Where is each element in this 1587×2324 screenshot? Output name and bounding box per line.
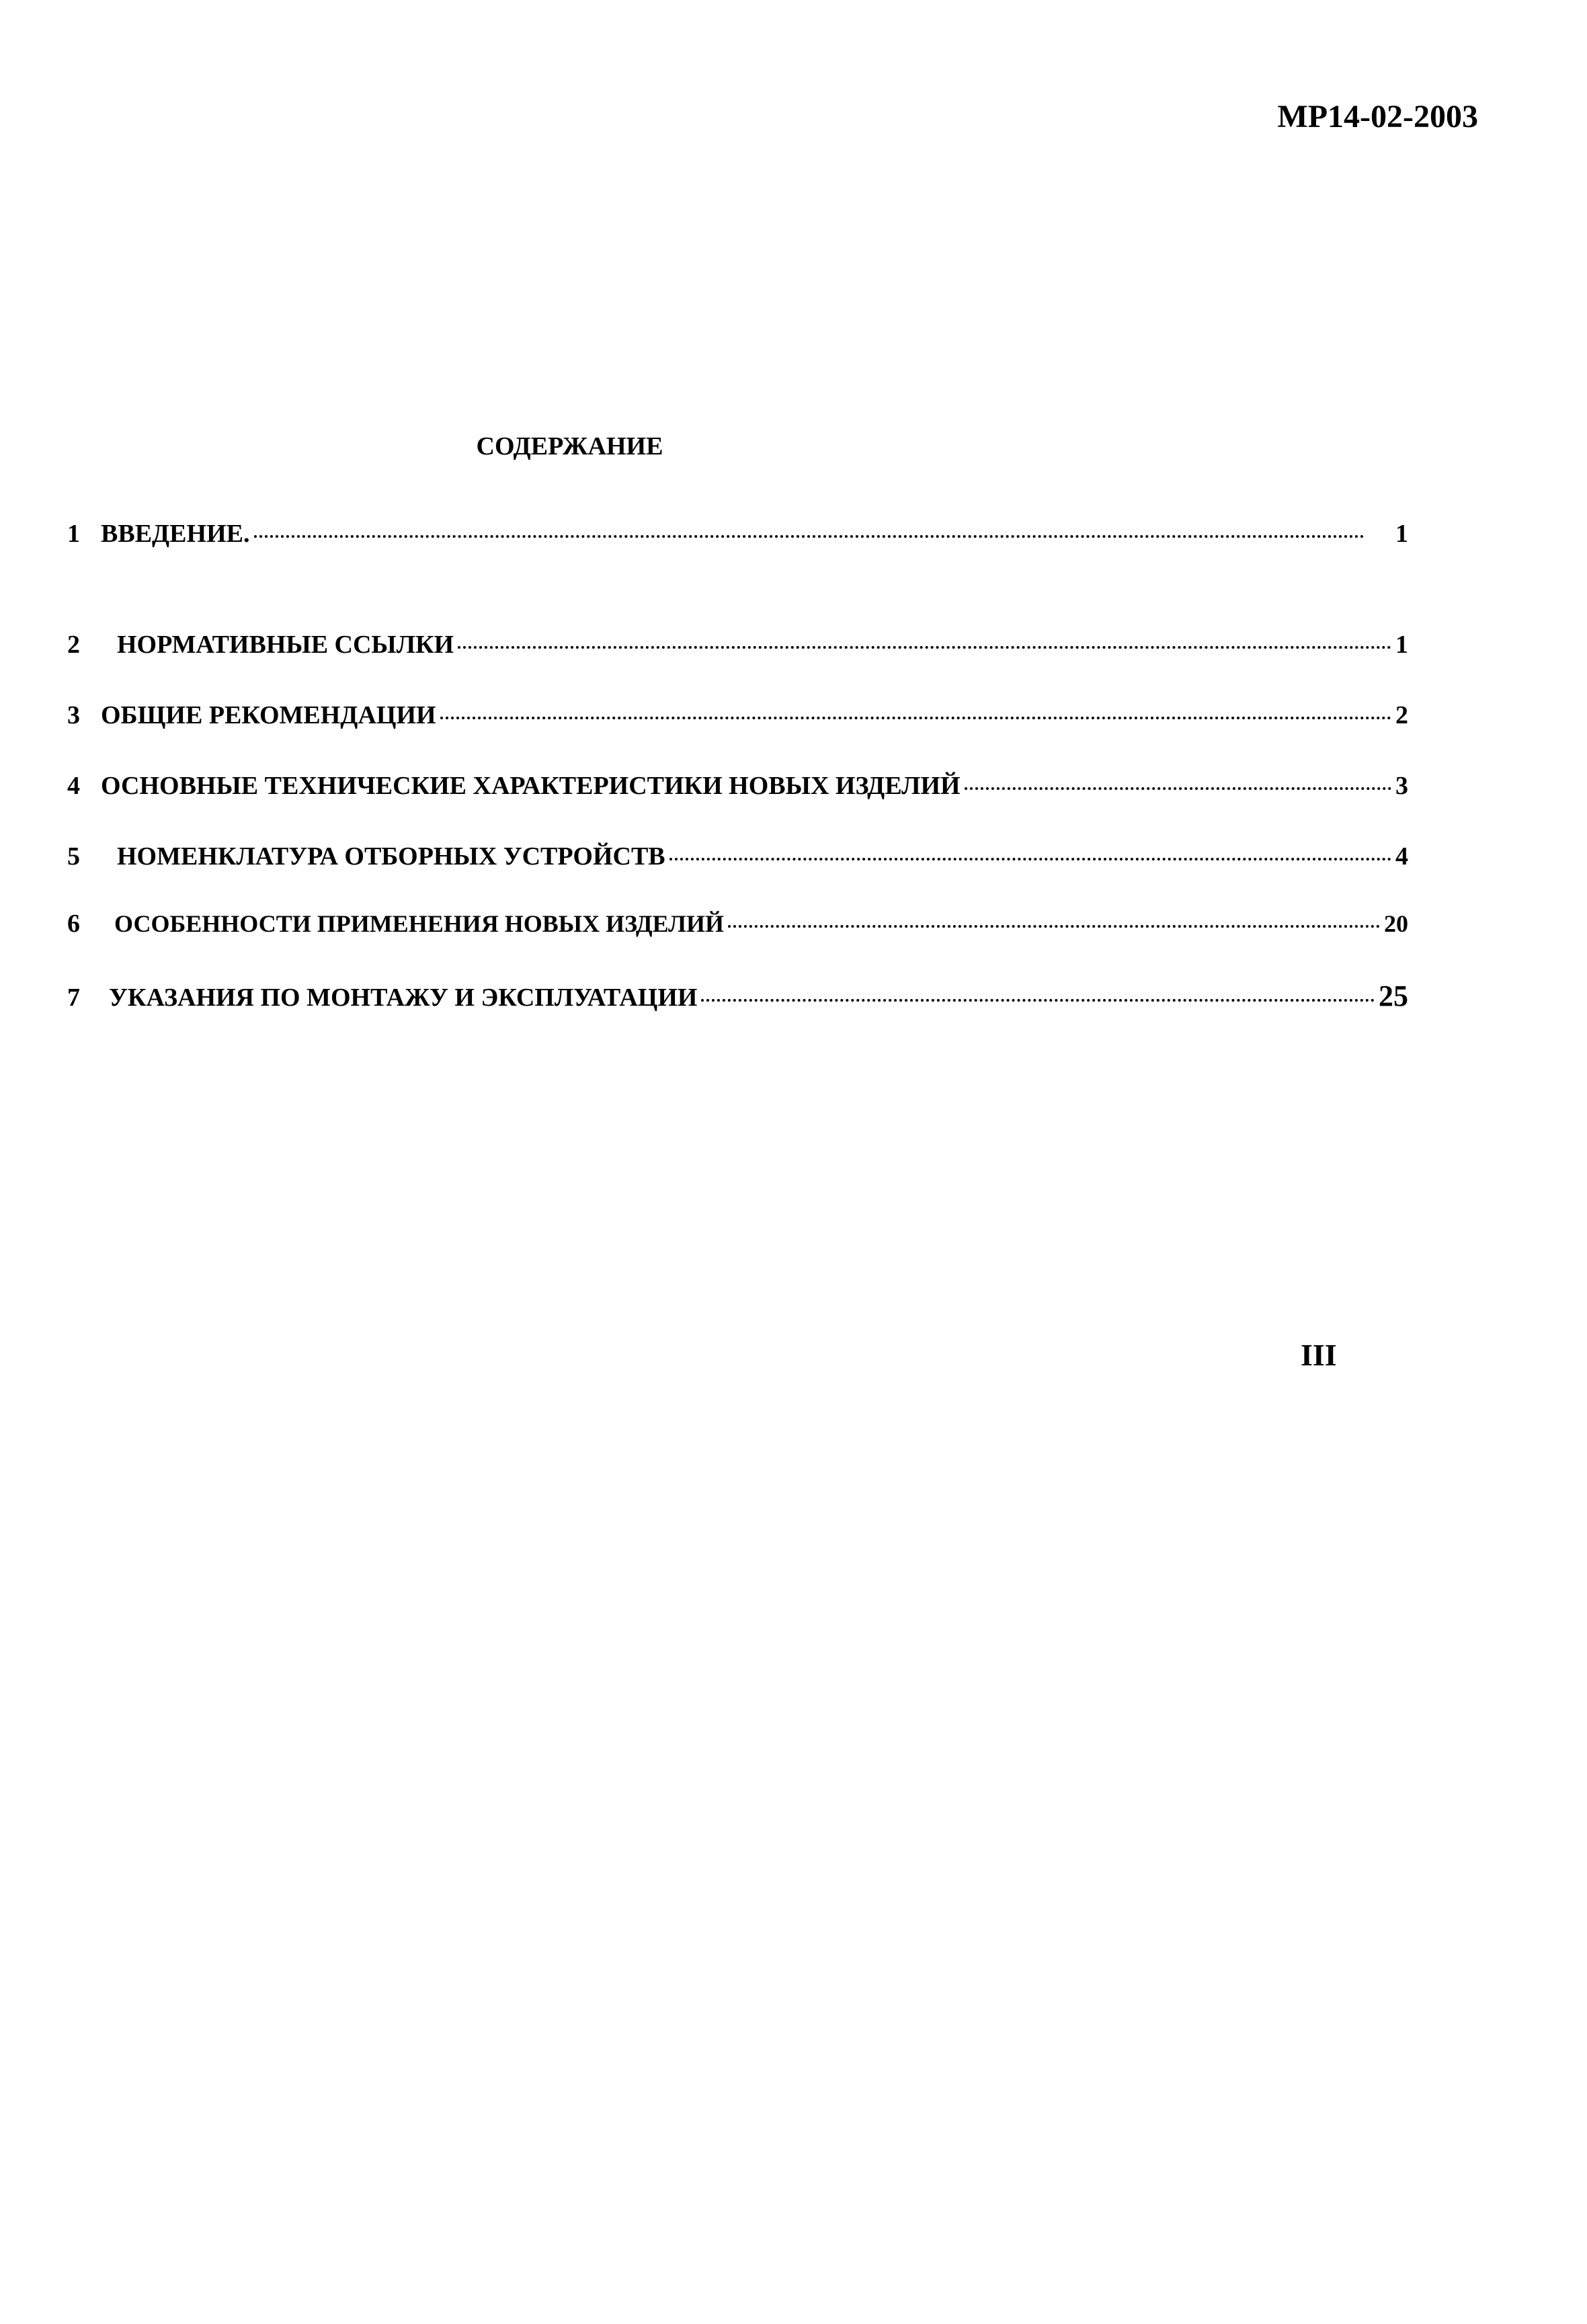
toc-dot-leader xyxy=(440,717,1391,719)
page-number: III xyxy=(1301,1338,1337,1372)
toc-entry-title: НОРМАТИВНЫЕ ССЫЛКИ xyxy=(117,631,454,659)
document-code: МР14-02-2003 xyxy=(1277,99,1478,134)
toc-entry-title: НОМЕНКЛАТУРА ОТБОРНЫХ УСТРОЙСТВ xyxy=(117,842,665,871)
toc-entry-number: 5 xyxy=(67,842,80,871)
toc-entry-number: 2 xyxy=(67,631,80,659)
toc-entry-title: ОСОБЕННОСТИ ПРИМЕНЕНИЯ НОВЫХ ИЗДЕЛИЙ xyxy=(114,910,725,937)
toc-dot-leader xyxy=(254,535,1365,538)
toc-title: СОДЕРЖАНИЕ xyxy=(476,432,663,460)
toc-entry-title: ОБЩИЕ РЕКОМЕНДАЦИИ xyxy=(101,701,436,729)
toc-dot-leader xyxy=(458,646,1391,649)
toc-entry-number: 4 xyxy=(67,772,80,800)
toc-entry xyxy=(67,521,1529,547)
toc-entry-page: 1 xyxy=(1395,631,1408,659)
toc-entry xyxy=(67,703,1522,728)
toc-entry xyxy=(67,632,1528,657)
toc-entry-number: 7 xyxy=(67,984,80,1012)
toc-dot-leader xyxy=(701,999,1375,1002)
toc-entry-number: 6 xyxy=(67,910,80,938)
toc-entry-title: ОСНОВНЫЕ ТЕХНИЧЕСКИЕ ХАРАКТЕРИСТИКИ НОВЫХ ИЗДЕЛИЙ xyxy=(101,772,961,800)
toc-entry-page: 2 xyxy=(1395,701,1408,729)
toc-dot-leader xyxy=(669,858,1391,860)
toc-entry xyxy=(67,844,1510,869)
toc-entry-number: 3 xyxy=(67,701,80,729)
toc-entry-page: 4 xyxy=(1395,842,1408,871)
toc-entry-page: 25 xyxy=(1379,979,1408,1012)
toc-entry xyxy=(67,981,1492,1011)
toc-entry-title: ВВЕДЕНИЕ. xyxy=(101,520,250,548)
toc-entry-page: 20 xyxy=(1384,910,1408,937)
toc-entry xyxy=(67,911,1509,936)
toc-dot-leader xyxy=(728,925,1380,928)
toc-entry-page: 1 xyxy=(1395,520,1408,548)
toc-entry-page: 3 xyxy=(1395,772,1408,800)
toc-entry xyxy=(67,773,1506,799)
toc-entry-number: 1 xyxy=(67,520,80,548)
toc-dot-leader xyxy=(965,787,1391,790)
toc-entry-title: УКАЗАНИЯ ПО МОНТАЖУ И ЭКСПЛУАТАЦИИ xyxy=(109,984,698,1012)
